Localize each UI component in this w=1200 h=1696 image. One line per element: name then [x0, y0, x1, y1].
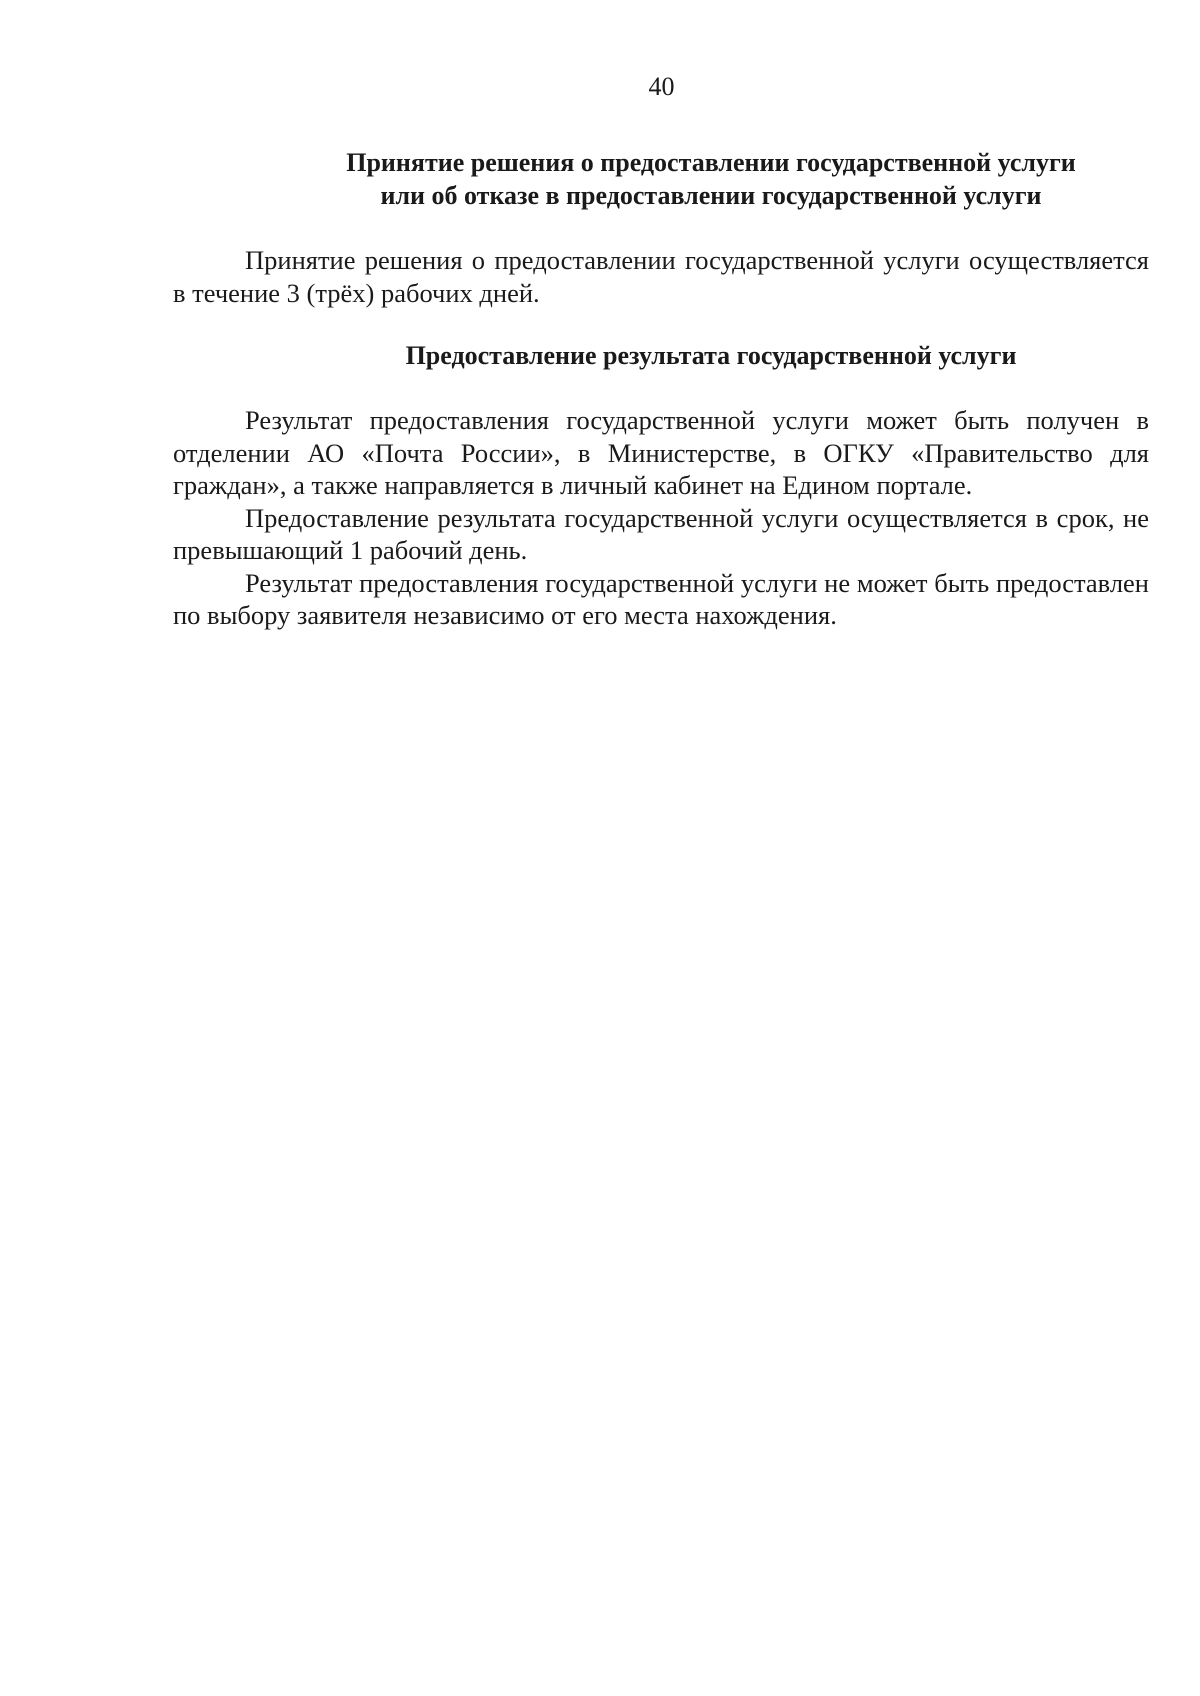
paragraph-result-channels: Результат предоставления государственной услуги может быть получен в отделении АО «Почта России», в Министерстве, в ОГКУ «Правительство для граждан», а также направляется в личный кабинет на Едином портале.	[173, 405, 1149, 500]
section-heading-decision-line2: или об отказе в предоставлении государственной услуги	[380, 181, 1042, 210]
section-heading-decision	[173, 146, 1149, 212]
paragraph-result-extraterritorial: Результат предоставления государственной услуги не может быть предоставлен по выбору заявителя независимо от его места нахождения.	[173, 567, 1149, 630]
page-number: 40	[648, 72, 675, 101]
section-heading-decision-line1: Принятие решения о предоставлении государственной услуги	[346, 148, 1076, 177]
document-body	[173, 146, 1149, 632]
paragraph-result-term: Предоставление результата государственной услуги осуществляется в срок, не превышающий 1 рабочий день.	[173, 502, 1149, 565]
paragraph-decision-term: Принятие решения о предоставлении государственной услуги осуществляется в течение 3 (трёх) рабочих дней.	[173, 245, 1149, 308]
section-heading-result: Предоставление результата государственной услуги	[405, 341, 1017, 370]
